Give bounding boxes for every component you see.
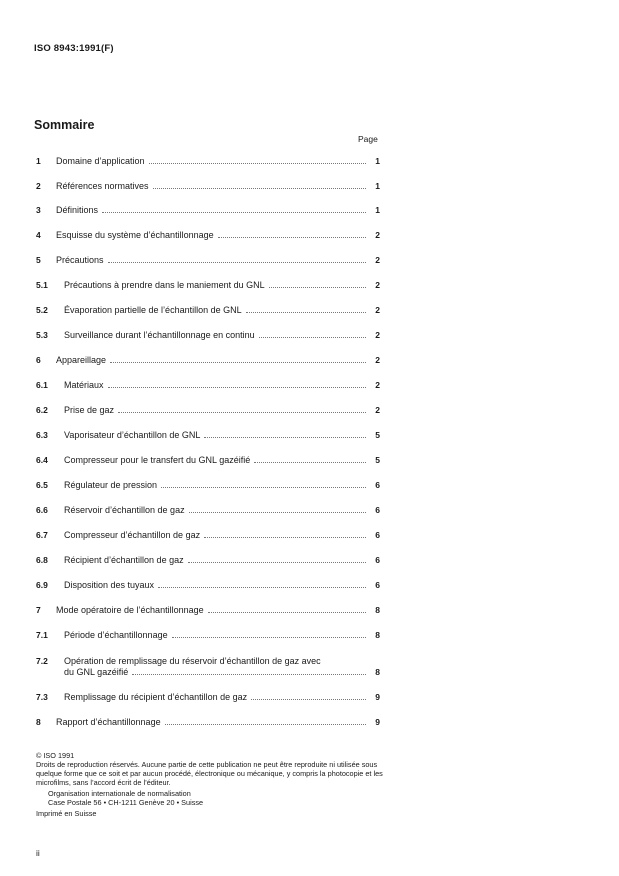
printed-in: Imprimé en Suisse [36,809,97,818]
toc-entry[interactable] [36,717,380,729]
toc-entry-page: 2 [375,405,380,415]
toc-entry[interactable] [36,530,380,542]
toc-entry-page: 1 [375,205,380,215]
toc-entry-label: Références normatives [56,181,149,191]
organisation-address: Case Postale 56 • CH-1211 Genève 20 • Suisse [48,798,204,807]
toc-entry-page: 5 [375,430,380,440]
toc-leader-dots [269,286,366,288]
toc-leader-dots [165,723,366,725]
toc-leader-dots [108,261,366,263]
toc-entry-page: 8 [375,605,380,615]
toc-entry[interactable] [36,692,380,704]
toc-leader-dots [189,511,366,513]
toc-leader-dots [102,211,366,213]
toc-entry-label: Régulateur de pression [64,480,158,490]
toc-entry-number: 7 [36,605,41,615]
toc-entry-label: Appareillage [56,355,107,365]
toc-entry-page: 2 [375,255,380,265]
toc-entry-page: 6 [375,555,380,565]
toc-leader-dots [204,436,366,438]
toc-entry-label-line1: Opération de remplissage du réservoir d’échantillon de gaz avec [64,656,321,666]
toc-entry-number: 6.1 [36,380,48,390]
page-number: ii [36,848,40,858]
toc-entry-number: 6.8 [36,555,48,565]
toc-entry[interactable] [36,656,380,680]
toc-entry[interactable] [36,181,380,193]
toc-leader-dots [254,461,366,463]
toc-leader-dots [153,187,366,189]
toc-entry[interactable] [36,205,380,217]
toc-entry-page: 6 [375,530,380,540]
rights-notice: Droits de reproduction réservés. Aucune partie de cette publication ne peut être reproduite ni utilisée sous quelque forme que ce soit et par aucun procédé, électronique ou mécanique, y compris la photocopie et les microfilms, sans l’accord écrit de l’éditeur. [36,760,383,787]
toc-entry-page: 6 [375,580,380,590]
toc-entry-label: Matériaux [64,380,104,390]
toc-entry-label: Définitions [56,205,99,215]
toc-entry-label: Réservoir d’échantillon de gaz [64,505,185,515]
toc-entry-label: Mode opératoire de l’échantillonnage [56,605,204,615]
toc-entry-number: 2 [36,181,41,191]
toc-entry-number: 5 [36,255,41,265]
toc-entry-page: 9 [375,692,380,702]
toc-entry-number: 3 [36,205,41,215]
toc-leader-dots [158,586,366,588]
toc-entry-page: 6 [375,505,380,515]
toc-entry-label: Rapport d’échantillonnage [56,717,161,727]
toc-entry-number: 6.6 [36,505,48,515]
toc-entry-number: 8 [36,717,41,727]
toc-entry[interactable] [36,555,380,567]
toc-entry-label: Compresseur pour le transfert du GNL gazéifié [64,455,251,465]
toc-entry-number: 7.3 [36,692,48,702]
toc-entry[interactable] [36,255,380,267]
toc-entry-page: 6 [375,480,380,490]
toc-entry-page: 9 [375,717,380,727]
toc-entry-label: Période d’échantillonnage [64,630,168,640]
toc-leader-dots [218,236,366,238]
toc-leader-dots [132,673,366,675]
toc-entry-label: Compresseur d’échantillon de gaz [64,530,201,540]
toc-entry-label: Prise de gaz [64,405,115,415]
organisation-block [36,789,386,807]
toc-leader-dots [149,162,366,164]
toc-entry-label: Disposition des tuyaux [64,580,155,590]
toc-leader-dots [108,386,366,388]
toc-entry[interactable] [36,330,380,342]
page-column-label: Page [358,134,378,144]
document-code: ISO 8943:1991(F) [34,43,114,54]
toc-entry-label: Surveillance durant l’échantillonnage en continu [64,330,255,340]
toc-entry-label: du GNL gazéifié [64,667,129,677]
toc-leader-dots [118,411,366,413]
toc-entry-label: Domaine d’application [56,156,145,166]
toc-entry-number: 7.2 [36,656,48,666]
toc-entry[interactable] [36,605,380,617]
toc-entry[interactable] [36,505,380,517]
toc-entry[interactable] [36,480,380,492]
toc-entry[interactable] [36,280,380,292]
toc-entry-page: 2 [375,280,380,290]
toc-entry-label: Précautions [56,255,104,265]
toc-entry-label: Vaporisateur d’échantillon de GNL [64,430,201,440]
toc-entry-page: 8 [375,667,380,677]
toc-entry-number: 1 [36,156,41,166]
toc-entry[interactable] [36,430,380,442]
toc-leader-dots [259,336,366,338]
toc-entry-page: 2 [375,355,380,365]
copyright-notice: © ISO 1991 [36,751,75,760]
toc-entry-label: Remplissage du récipient d’échantillon de gaz [64,692,248,702]
toc-leader-dots [251,698,366,700]
toc-entry-label: Précautions à prendre dans le maniement du GNL [64,280,265,290]
toc-entry[interactable] [36,580,380,592]
footer [36,751,386,818]
toc-leader-dots [208,611,366,613]
toc-leader-dots [110,361,366,363]
toc-leader-dots [172,636,366,638]
toc-entry-number: 5.2 [36,305,48,315]
toc-entry-number: 6.3 [36,430,48,440]
toc-entry-page: 1 [375,156,380,166]
toc-entry-label: Évaporation partielle de l’échantillon de GNL [64,305,242,315]
toc-entry[interactable] [36,630,380,642]
toc-entry-number: 4 [36,230,41,240]
toc-entry-number: 6 [36,355,41,365]
toc-entry-number: 6.2 [36,405,48,415]
toc-title: Sommaire [34,118,95,132]
toc-entry-page: 2 [375,305,380,315]
toc-entry-page: 2 [375,330,380,340]
toc-entry-number: 6.7 [36,530,48,540]
organisation-name: Organisation internationale de normalisation [48,789,191,798]
toc-entry-number: 7.1 [36,630,48,640]
toc-entry-page: 2 [375,380,380,390]
toc-entry-number: 6.5 [36,480,48,490]
toc-entry-label: Esquisse du système d’échantillonnage [56,230,214,240]
toc-entry-number: 6.4 [36,455,48,465]
toc-entry-number: 6.9 [36,580,48,590]
toc-entry-label: Récipient d’échantillon de gaz [64,555,184,565]
toc-entry[interactable] [36,405,380,417]
toc-entry-page: 1 [375,181,380,191]
toc-entry-page: 2 [375,230,380,240]
toc-entry-page: 8 [375,630,380,640]
toc-leader-dots [246,311,366,313]
toc-entry[interactable] [36,156,380,168]
toc-entry[interactable] [36,305,380,317]
toc-leader-dots [161,486,366,488]
toc-entry[interactable] [36,355,380,367]
toc-entry[interactable] [36,455,380,467]
toc-leader-dots [188,561,366,563]
toc-entry-number: 5.1 [36,280,48,290]
toc-entry[interactable] [36,380,380,392]
toc-entry-number: 5.3 [36,330,48,340]
toc-entry-page: 5 [375,455,380,465]
toc-leader-dots [204,536,366,538]
toc-entry[interactable] [36,230,380,242]
